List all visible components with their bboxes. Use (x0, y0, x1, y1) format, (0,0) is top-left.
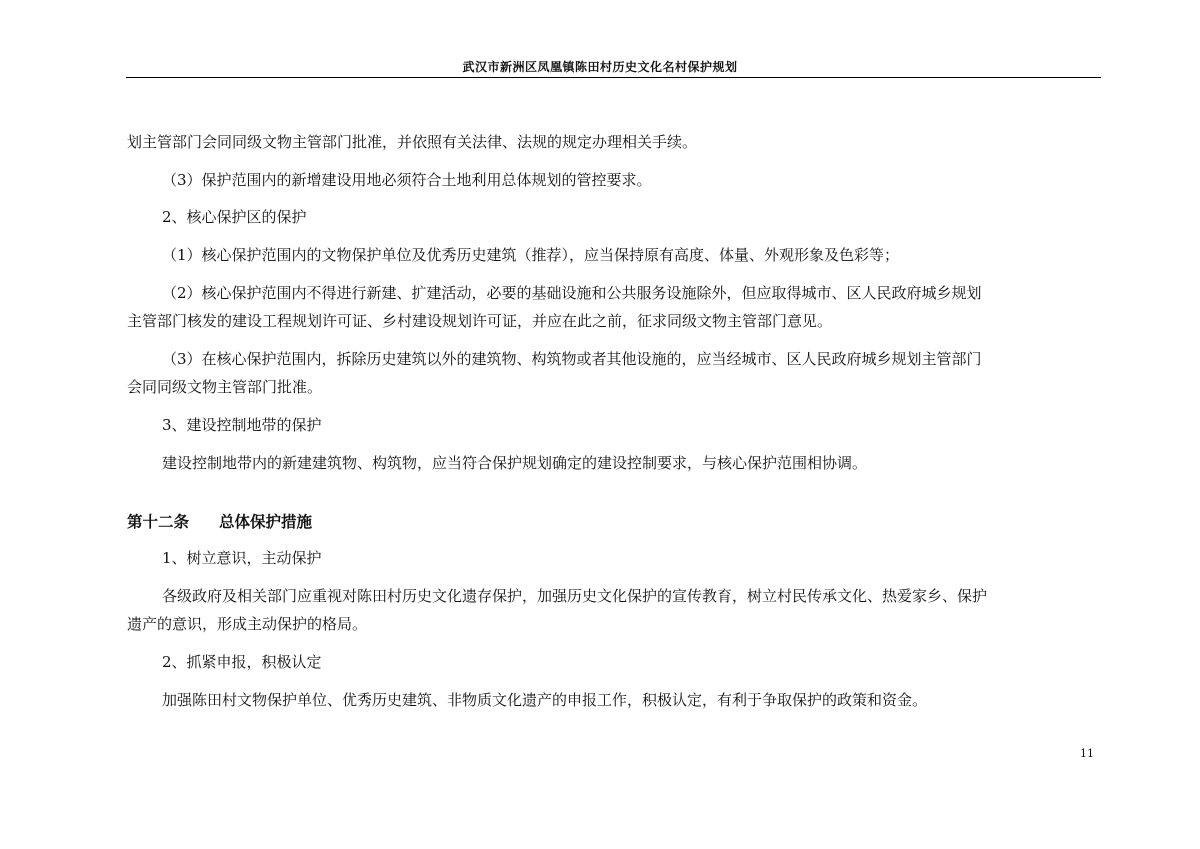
section-heading: 3、建设控制地带的保护 (162, 416, 322, 434)
paragraph-line: 建设控制地带内的新建建筑物、构筑物，应当符合保护规划确定的建设控制要求，与核心保护范围相协调。 (162, 454, 868, 472)
paragraph-line: （3）保护范围内的新增建设用地必须符合土地利用总体规划的管控要求。 (162, 171, 652, 189)
paragraph-line: 划主管部门会同同级文物主管部门批准，并依照有关法律、法规的规定办理相关手续。 (127, 133, 698, 151)
paragraph-line: 加强陈田村文物保护单位、优秀历史建筑、非物质文化遗产的申报工作，积极认定，有利于争取保护的政策和资金。 (162, 691, 928, 709)
paragraph-line: 会同同级文物主管部门批准。 (127, 378, 323, 396)
section-heading: 1、树立意识，主动保护 (162, 549, 322, 567)
paragraph-line: （1）核心保护范围内的文物保护单位及优秀历史建筑（推荐），应当保持原有高度、体量、外观形象及色彩等； (162, 246, 900, 264)
page-number: 11 (1080, 747, 1094, 760)
paragraph-line: 主管部门核发的建设工程规划许可证、乡村建设规划许可证，并应在此之前，征求同级文物主管部门意见。 (127, 312, 833, 330)
paragraph-line: （3）在核心保护范围内，拆除历史建筑以外的建筑物、构筑物或者其他设施的，应当经城市、区人民政府城乡规划主管部门 (162, 350, 982, 368)
paragraph-line: 各级政府及相关部门应重视对陈田村历史文化遗存保护，加强历史文化保护的宣传教育，树立村民传承文化、热爱家乡、保护 (162, 587, 988, 605)
paragraph-line: （2）核心保护范围内不得进行新建、扩建活动，必要的基础设施和公共服务设施除外，但应取得城市、区人民政府城乡规划 (162, 284, 982, 302)
article-heading (127, 510, 312, 532)
header-rule (126, 77, 1101, 78)
paragraph-line: 遗产的意识，形成主动保护的格局。 (127, 615, 368, 633)
article-number: 第十二条 (127, 512, 190, 531)
section-heading: 2、抓紧申报，积极认定 (162, 653, 322, 671)
running-header: 武汉市新洲区凤凰镇陈田村历史文化名村保护规划 (462, 60, 738, 74)
article-title: 总体保护措施 (219, 512, 313, 531)
section-heading: 2、核心保护区的保护 (162, 208, 307, 226)
